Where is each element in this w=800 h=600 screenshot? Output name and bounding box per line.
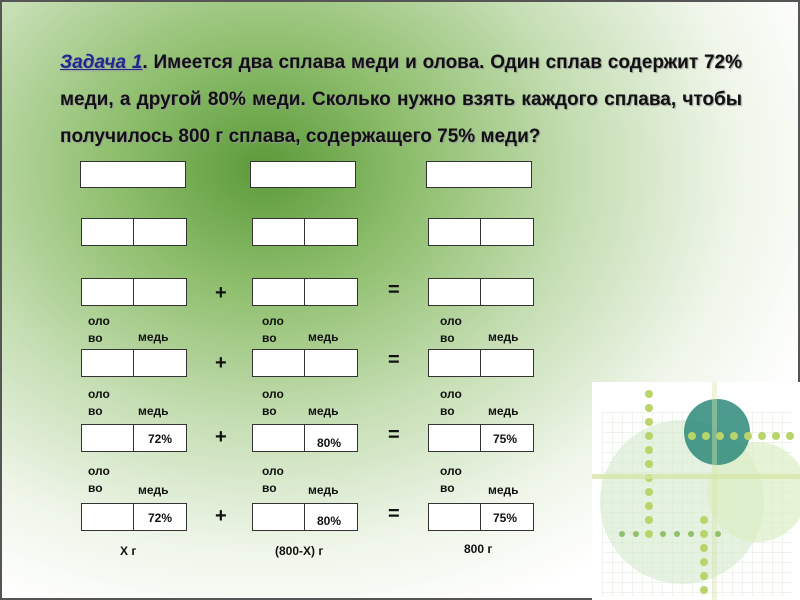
- tin-label: оло во: [88, 387, 110, 418]
- decorative-circles-icon: [592, 382, 800, 600]
- copper-label: медь: [138, 330, 169, 344]
- alloy1-percent: 72%: [148, 511, 173, 525]
- alloy2-header-box: [250, 161, 356, 188]
- copper-label: медь: [138, 483, 169, 497]
- result-header-box: [426, 161, 532, 188]
- alloy1-tin-cell: [81, 349, 135, 377]
- copper-label: медь: [488, 404, 519, 418]
- equals-sign: =: [388, 424, 400, 446]
- tin-label: оло во: [262, 464, 284, 495]
- alloy2-tin-cell: [252, 278, 306, 306]
- equals-sign: =: [388, 279, 400, 301]
- copper-label: медь: [488, 483, 519, 497]
- result-copper-cell: [480, 278, 534, 306]
- copper-label: медь: [138, 404, 169, 418]
- alloy2-tin-cell: [252, 503, 306, 531]
- result-tin-cell: [428, 218, 482, 246]
- alloy2-copper-cell: [304, 349, 358, 377]
- copper-label: медь: [308, 404, 339, 418]
- tin-label: оло во: [440, 464, 462, 495]
- plus-sign: +: [215, 352, 227, 374]
- equals-sign: =: [388, 349, 400, 371]
- problem-text: . Имеется два сплава меди и олова. Один сплав содержит 72% меди, а другой 80% меди. Сколько нужно взять каждого сплава, чтобы получилось 800 г сплава, содержащего 75% меди?: [60, 52, 742, 147]
- alloy1-tin-cell: [81, 424, 135, 452]
- tin-label: оло во: [88, 464, 110, 495]
- result-copper-cell: [480, 349, 534, 377]
- tin-label: оло во: [262, 387, 284, 418]
- tin-label: оло во: [440, 314, 462, 345]
- alloy2-copper-cell: [304, 218, 358, 246]
- alloy1-tin-cell: [81, 503, 135, 531]
- decorative-circles-graphic: [592, 382, 800, 600]
- alloy2-copper-cell: [304, 278, 358, 306]
- copper-label: медь: [308, 483, 339, 497]
- result-tin-cell: [428, 278, 482, 306]
- result-copper-cell: [480, 218, 534, 246]
- alloy2-tin-cell: [252, 349, 306, 377]
- alloy2-tin-cell: [252, 218, 306, 246]
- alloy1-header-box: [80, 161, 186, 188]
- alloy1-tin-cell: [81, 218, 135, 246]
- alloy1-copper-cell: [133, 349, 187, 377]
- equals-sign: =: [388, 503, 400, 525]
- alloy2-percent: 80%: [317, 514, 342, 528]
- plus-sign: +: [215, 505, 227, 527]
- alloy2-percent: 80%: [317, 436, 342, 450]
- copper-label: медь: [488, 330, 519, 344]
- alloy1-tin-cell: [81, 278, 135, 306]
- alloy1-mass-label: X г: [120, 544, 137, 558]
- tin-label: оло во: [262, 314, 284, 345]
- result-tin-cell: [428, 503, 482, 531]
- tin-label: оло во: [88, 314, 110, 345]
- result-tin-cell: [428, 424, 482, 452]
- alloy2-tin-cell: [252, 424, 306, 452]
- result-percent: 75%: [493, 432, 518, 446]
- plus-sign: +: [215, 426, 227, 448]
- alloy1-percent: 72%: [148, 432, 173, 446]
- result-mass-label: 800 г: [464, 542, 493, 556]
- alloy1-copper-cell: [133, 278, 187, 306]
- result-percent: 75%: [493, 511, 518, 525]
- alloy2-mass-label: (800-X) г: [275, 544, 324, 558]
- plus-sign: +: [215, 282, 227, 304]
- result-tin-cell: [428, 349, 482, 377]
- alloy1-copper-cell: [133, 218, 187, 246]
- problem-statement: [60, 44, 742, 155]
- copper-label: медь: [308, 330, 339, 344]
- tin-label: оло во: [440, 387, 462, 418]
- problem-label: Задача 1: [60, 52, 143, 73]
